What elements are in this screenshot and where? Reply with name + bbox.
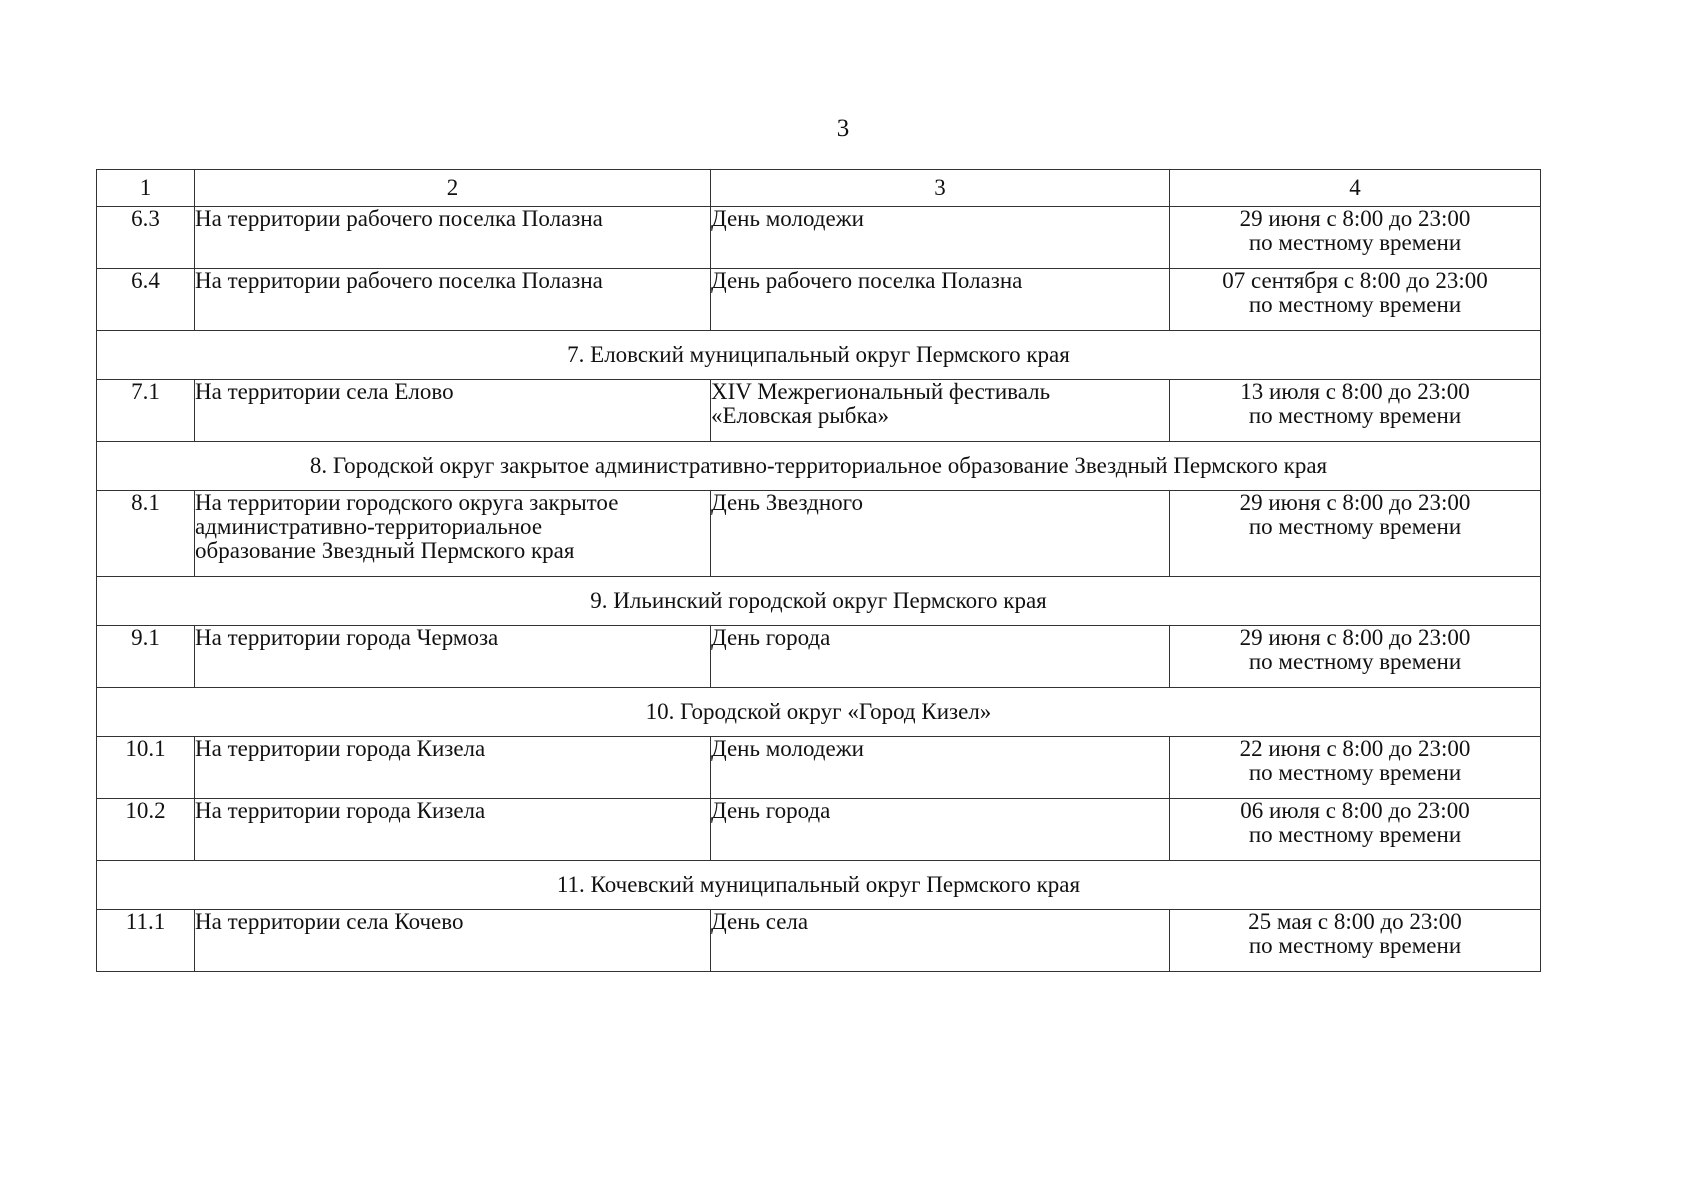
row-date-cell: [1170, 910, 1541, 972]
row-event-cell: [711, 207, 1170, 269]
column-header-date: 4: [1170, 170, 1541, 207]
row-number-cell: 8.1: [97, 491, 195, 577]
row-place-line: На территории города Кизела: [195, 798, 486, 823]
row-event-line: День села: [711, 909, 809, 934]
table-row: [97, 799, 1541, 861]
row-place-cell: [195, 910, 711, 972]
table-row: [97, 737, 1541, 799]
row-place-line: На территории села Кочево: [195, 909, 464, 934]
column-header-row: [97, 170, 1541, 207]
section-header-row: [97, 577, 1541, 626]
row-event-cell: [711, 910, 1170, 972]
row-date-line: по местному времени: [1248, 649, 1462, 674]
row-event-cell: [711, 269, 1170, 331]
table-row: [97, 491, 1541, 577]
page-number: 3: [836, 115, 850, 142]
section-title: 10. Городской округ «Город Кизел»: [97, 688, 1541, 737]
events-table: [96, 169, 1541, 972]
section-title: 11. Кочевский муниципальный округ Пермского края: [97, 861, 1541, 910]
row-date-line: по местному времени: [1248, 514, 1462, 539]
row-place-line: На территории села Елово: [195, 379, 454, 404]
row-number-cell: 10.1: [97, 737, 195, 799]
row-date-line: 25 мая с 8:00 до 23:00: [1248, 909, 1462, 934]
row-date-cell: [1170, 491, 1541, 577]
column-header-number: 1: [97, 170, 195, 207]
row-place-cell: [195, 491, 711, 577]
row-date-line: 06 июля с 8:00 до 23:00: [1240, 798, 1470, 823]
row-place-cell: [195, 269, 711, 331]
section-title: 9. Ильинский городской округ Пермского края: [97, 577, 1541, 626]
row-event-cell: [711, 737, 1170, 799]
row-event-line: День города: [711, 625, 831, 650]
row-event-cell: [711, 380, 1170, 442]
row-event-line: День молодежи: [711, 736, 864, 761]
row-place-line: На территории городского округа закрытое: [195, 490, 619, 515]
events-table-body: [97, 170, 1541, 972]
section-header-row: [97, 442, 1541, 491]
row-place-line: На территории города Чермоза: [195, 625, 499, 650]
row-place-line: На территории города Кизела: [195, 736, 486, 761]
table-row: [97, 910, 1541, 972]
row-date-cell: [1170, 207, 1541, 269]
row-date-line: 29 июня с 8:00 до 23:00: [1239, 206, 1471, 231]
column-header-event: 3: [711, 170, 1170, 207]
row-event-line: День рабочего поселка Полазна: [711, 268, 1023, 293]
row-date-line: 13 июля с 8:00 до 23:00: [1240, 379, 1470, 404]
row-number-cell: 6.3: [97, 207, 195, 269]
row-event-cell: [711, 799, 1170, 861]
section-header-row: [97, 861, 1541, 910]
row-place-line: образование Звездный Пермского края: [195, 538, 575, 563]
row-date-line: 29 июня с 8:00 до 23:00: [1239, 490, 1471, 515]
row-event-line: День Звездного: [711, 490, 864, 515]
section-header-row: [97, 688, 1541, 737]
section-title: 7. Еловский муниципальный округ Пермского края: [97, 331, 1541, 380]
row-place-cell: [195, 380, 711, 442]
row-date-cell: [1170, 626, 1541, 688]
row-date-line: по местному времени: [1248, 230, 1462, 255]
row-place-cell: [195, 626, 711, 688]
table-row: [97, 626, 1541, 688]
row-date-line: 07 сентября с 8:00 до 23:00: [1222, 268, 1488, 293]
row-event-line: XIV Межрегиональный фестиваль: [711, 379, 1051, 404]
row-place-cell: [195, 737, 711, 799]
section-title: 8. Городской округ закрытое административно-территориальное образование Звездный Пермского края: [97, 442, 1541, 491]
table-row: [97, 380, 1541, 442]
row-date-cell: [1170, 737, 1541, 799]
row-date-line: по местному времени: [1248, 403, 1462, 428]
row-date-line: 22 июня с 8:00 до 23:00: [1239, 736, 1471, 761]
row-place-line: На территории рабочего поселка Полазна: [195, 268, 603, 293]
row-number-cell: 7.1: [97, 380, 195, 442]
section-header-row: [97, 331, 1541, 380]
table-row: [97, 269, 1541, 331]
row-date-line: по местному времени: [1248, 292, 1462, 317]
row-date-line: 29 июня с 8:00 до 23:00: [1239, 625, 1471, 650]
row-place-cell: [195, 207, 711, 269]
row-date-line: по местному времени: [1248, 760, 1462, 785]
row-event-cell: [711, 626, 1170, 688]
row-event-line: «Еловская рыбка»: [711, 403, 890, 428]
row-event-cell: [711, 491, 1170, 577]
row-date-cell: [1170, 380, 1541, 442]
row-number-cell: 11.1: [97, 910, 195, 972]
row-place-line: административно-территориальное: [195, 514, 543, 539]
row-event-line: День города: [711, 798, 831, 823]
row-place-line: На территории рабочего поселка Полазна: [195, 206, 603, 231]
row-place-cell: [195, 799, 711, 861]
row-number-cell: 6.4: [97, 269, 195, 331]
row-date-line: по местному времени: [1248, 933, 1462, 958]
table-row: [97, 207, 1541, 269]
row-date-line: по местному времени: [1248, 822, 1462, 847]
row-date-cell: [1170, 799, 1541, 861]
row-date-cell: [1170, 269, 1541, 331]
row-number-cell: 9.1: [97, 626, 195, 688]
row-event-line: День молодежи: [711, 206, 864, 231]
column-header-place: 2: [195, 170, 711, 207]
row-number-cell: 10.2: [97, 799, 195, 861]
